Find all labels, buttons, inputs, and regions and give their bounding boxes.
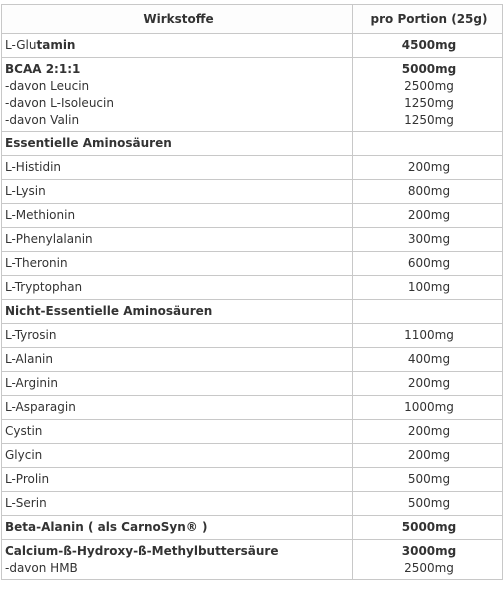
ingredient-value: 5000mg [353, 516, 503, 540]
ingredient-value: 600mg [353, 252, 503, 276]
ingredient-value: 400mg [353, 348, 503, 372]
table-row [2, 252, 503, 276]
ingredient-name: L-Theronin [2, 252, 353, 276]
ingredient-value: 300mg [353, 228, 503, 252]
ingredient-value: 100mg [353, 276, 503, 300]
table-row [2, 324, 503, 348]
bcaa-sub-name: -davon Valin [5, 113, 80, 127]
section-title: Nicht-Essentielle Aminosäuren [2, 300, 353, 324]
ingredient-name: L-Tryptophan [2, 276, 353, 300]
glutamin-name-bold: tamin [36, 38, 76, 52]
ingredient-value: 4500mg [353, 34, 503, 58]
ingredient-name: L-Alanin [2, 348, 353, 372]
ingredient-value: 200mg [353, 156, 503, 180]
hmb-sub-name: -davon HMB [5, 561, 78, 575]
ingredient-name [2, 34, 353, 58]
table-row [2, 420, 503, 444]
ingredient-name: Cystin [2, 420, 353, 444]
hmb-sub-value: 2500mg [404, 561, 454, 575]
table-row [2, 348, 503, 372]
table-row [2, 180, 503, 204]
table-row [2, 468, 503, 492]
table-row-bcaa [2, 58, 503, 132]
table-row-hmb [2, 540, 503, 580]
table-row-beta-alanin [2, 516, 503, 540]
header-per-serving: pro Portion (25g) [353, 5, 503, 34]
ingredient-name: Glycin [2, 444, 353, 468]
ingredient-name: Beta-Alanin ( als CarnoSyn® ) [2, 516, 353, 540]
ingredient-value: 1000mg [353, 396, 503, 420]
ingredient-value: 200mg [353, 420, 503, 444]
section-empty-cell [353, 300, 503, 324]
supplement-facts-table [1, 4, 503, 580]
ingredient-name: L-Phenylalanin [2, 228, 353, 252]
section-header-nonessential [2, 300, 503, 324]
ingredient-value [353, 58, 503, 132]
section-title: Essentielle Aminosäuren [2, 132, 353, 156]
ingredient-value: 200mg [353, 444, 503, 468]
table-row [2, 372, 503, 396]
ingredient-name: L-Histidin [2, 156, 353, 180]
ingredient-value [353, 540, 503, 580]
table-header-row [2, 5, 503, 34]
ingredient-name: L-Lysin [2, 180, 353, 204]
ingredient-name: L-Serin [2, 492, 353, 516]
bcaa-value: 5000mg [401, 62, 457, 76]
ingredient-name [2, 540, 353, 580]
section-empty-cell [353, 132, 503, 156]
bcaa-sub-value: 1250mg [404, 96, 454, 110]
ingredient-name: L-Prolin [2, 468, 353, 492]
ingredient-value: 500mg [353, 492, 503, 516]
bcaa-sub-name: -davon L-Isoleucin [5, 96, 114, 110]
bcaa-sub-value: 1250mg [404, 113, 454, 127]
table-row [2, 444, 503, 468]
ingredient-value: 800mg [353, 180, 503, 204]
ingredient-name: L-Arginin [2, 372, 353, 396]
table-row [2, 228, 503, 252]
table-row [2, 396, 503, 420]
header-ingredients: Wirkstoffe [2, 5, 353, 34]
table-row [2, 492, 503, 516]
bcaa-sub-name: -davon Leucin [5, 79, 90, 93]
ingredient-value: 1100mg [353, 324, 503, 348]
table-row [2, 276, 503, 300]
glutamin-name-prefix: L-Glu [5, 38, 37, 52]
bcaa-sub-value: 2500mg [404, 79, 454, 93]
ingredient-value: 200mg [353, 372, 503, 396]
bcaa-name: BCAA 2:1:1 [5, 62, 81, 76]
hmb-value: 3000mg [401, 544, 457, 558]
table-row [2, 204, 503, 228]
table-row-glutamin [2, 34, 503, 58]
hmb-name: Calcium-ß-Hydroxy-ß-Methylbuttersäure [5, 544, 279, 558]
table-row [2, 156, 503, 180]
ingredient-name: L-Methionin [2, 204, 353, 228]
ingredient-name [2, 58, 353, 132]
section-header-essential [2, 132, 503, 156]
ingredient-value: 200mg [353, 204, 503, 228]
ingredient-name: L-Asparagin [2, 396, 353, 420]
ingredient-name: L-Tyrosin [2, 324, 353, 348]
ingredient-value: 500mg [353, 468, 503, 492]
